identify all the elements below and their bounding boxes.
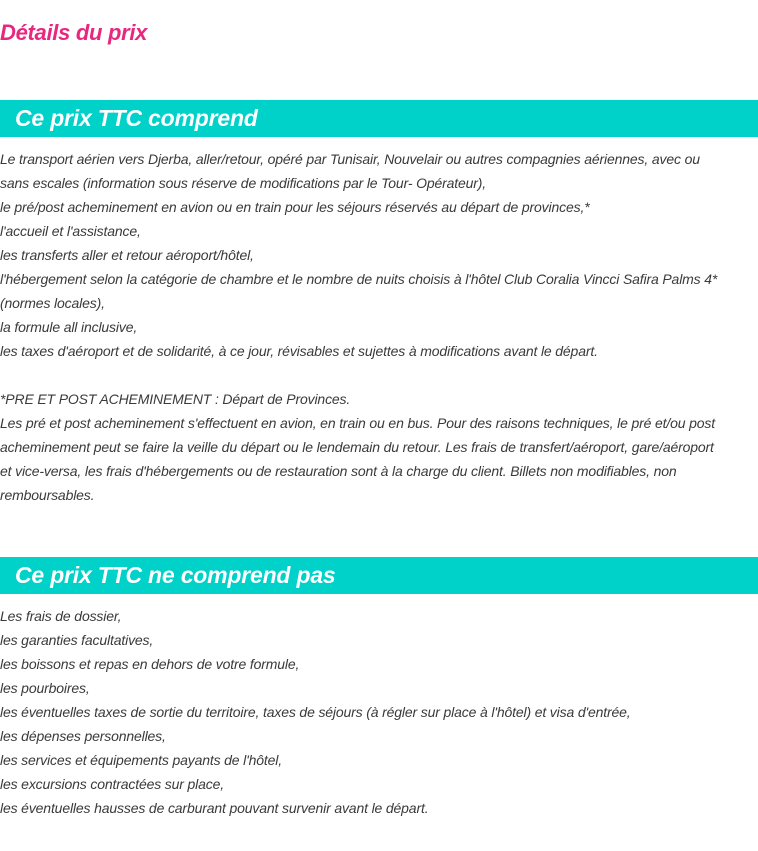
excludes-line: les garanties facultatives, xyxy=(0,632,154,648)
excludes-line: les boissons et repas en dehors de votre formule, xyxy=(0,656,300,672)
includes-list xyxy=(0,147,752,363)
excludes-list xyxy=(0,604,752,820)
note-line: acheminement peut se faire la veille du départ ou le lendemain du retour. Les frais de transfert/aéroport, gare/aéroport xyxy=(0,439,714,455)
excludes-line: Les frais de dossier, xyxy=(0,608,122,624)
note-line: et vice-versa, les frais d'hébergements ou de restauration sont à la charge du client. Billets non modifiables, non xyxy=(0,463,677,479)
note-line: remboursables. xyxy=(0,487,95,503)
includes-line: l'hébergement selon la catégorie de chambre et le nombre de nuits choisis à l'hôtel Club Coralia Vincci Safira Palms 4* xyxy=(0,271,718,287)
excludes-line: les excursions contractées sur place, xyxy=(0,776,225,792)
page-title: Détails du prix xyxy=(0,20,148,45)
includes-line: les taxes d'aéroport et de solidarité, à ce jour, révisables et sujettes à modifications avant le départ. xyxy=(0,343,598,359)
excludes-line: les éventuelles taxes de sortie du territoire, taxes de séjours (à régler sur place à l'hôtel) et visa d'entrée, xyxy=(0,704,631,720)
note-title: *PRE ET POST ACHEMINEMENT : Départ de Provinces. xyxy=(0,391,351,407)
excludes-line: les services et équipements payants de l'hôtel, xyxy=(0,752,283,768)
includes-line: le pré/post acheminement en avion ou en train pour les séjours réservés au départ de provinces,* xyxy=(0,199,590,215)
includes-line: les transferts aller et retour aéroport/hôtel, xyxy=(0,247,254,263)
includes-heading: Ce prix TTC comprend xyxy=(0,100,758,137)
note-line: Les pré et post acheminement s'effectuent en avion, en train ou en bus. Pour des raisons techniques, le pré et/ou post xyxy=(0,415,715,431)
includes-line: la formule all inclusive, xyxy=(0,319,138,335)
excludes-line: les éventuelles hausses de carburant pouvant survenir avant le départ. xyxy=(0,800,429,816)
includes-line: (normes locales), xyxy=(0,295,105,311)
includes-line: l'accueil et l'assistance, xyxy=(0,223,141,239)
acheminement-note xyxy=(0,387,752,507)
includes-line: Le transport aérien vers Djerba, aller/retour, opéré par Tunisair, Nouvelair ou autres compagnies aériennes, avec ou xyxy=(0,151,700,167)
excludes-heading: Ce prix TTC ne comprend pas xyxy=(0,557,758,594)
excludes-line: les pourboires, xyxy=(0,680,90,696)
includes-line: sans escales (information sous réserve de modifications par le Tour- Opérateur), xyxy=(0,175,487,191)
excludes-line: les dépenses personnelles, xyxy=(0,728,166,744)
